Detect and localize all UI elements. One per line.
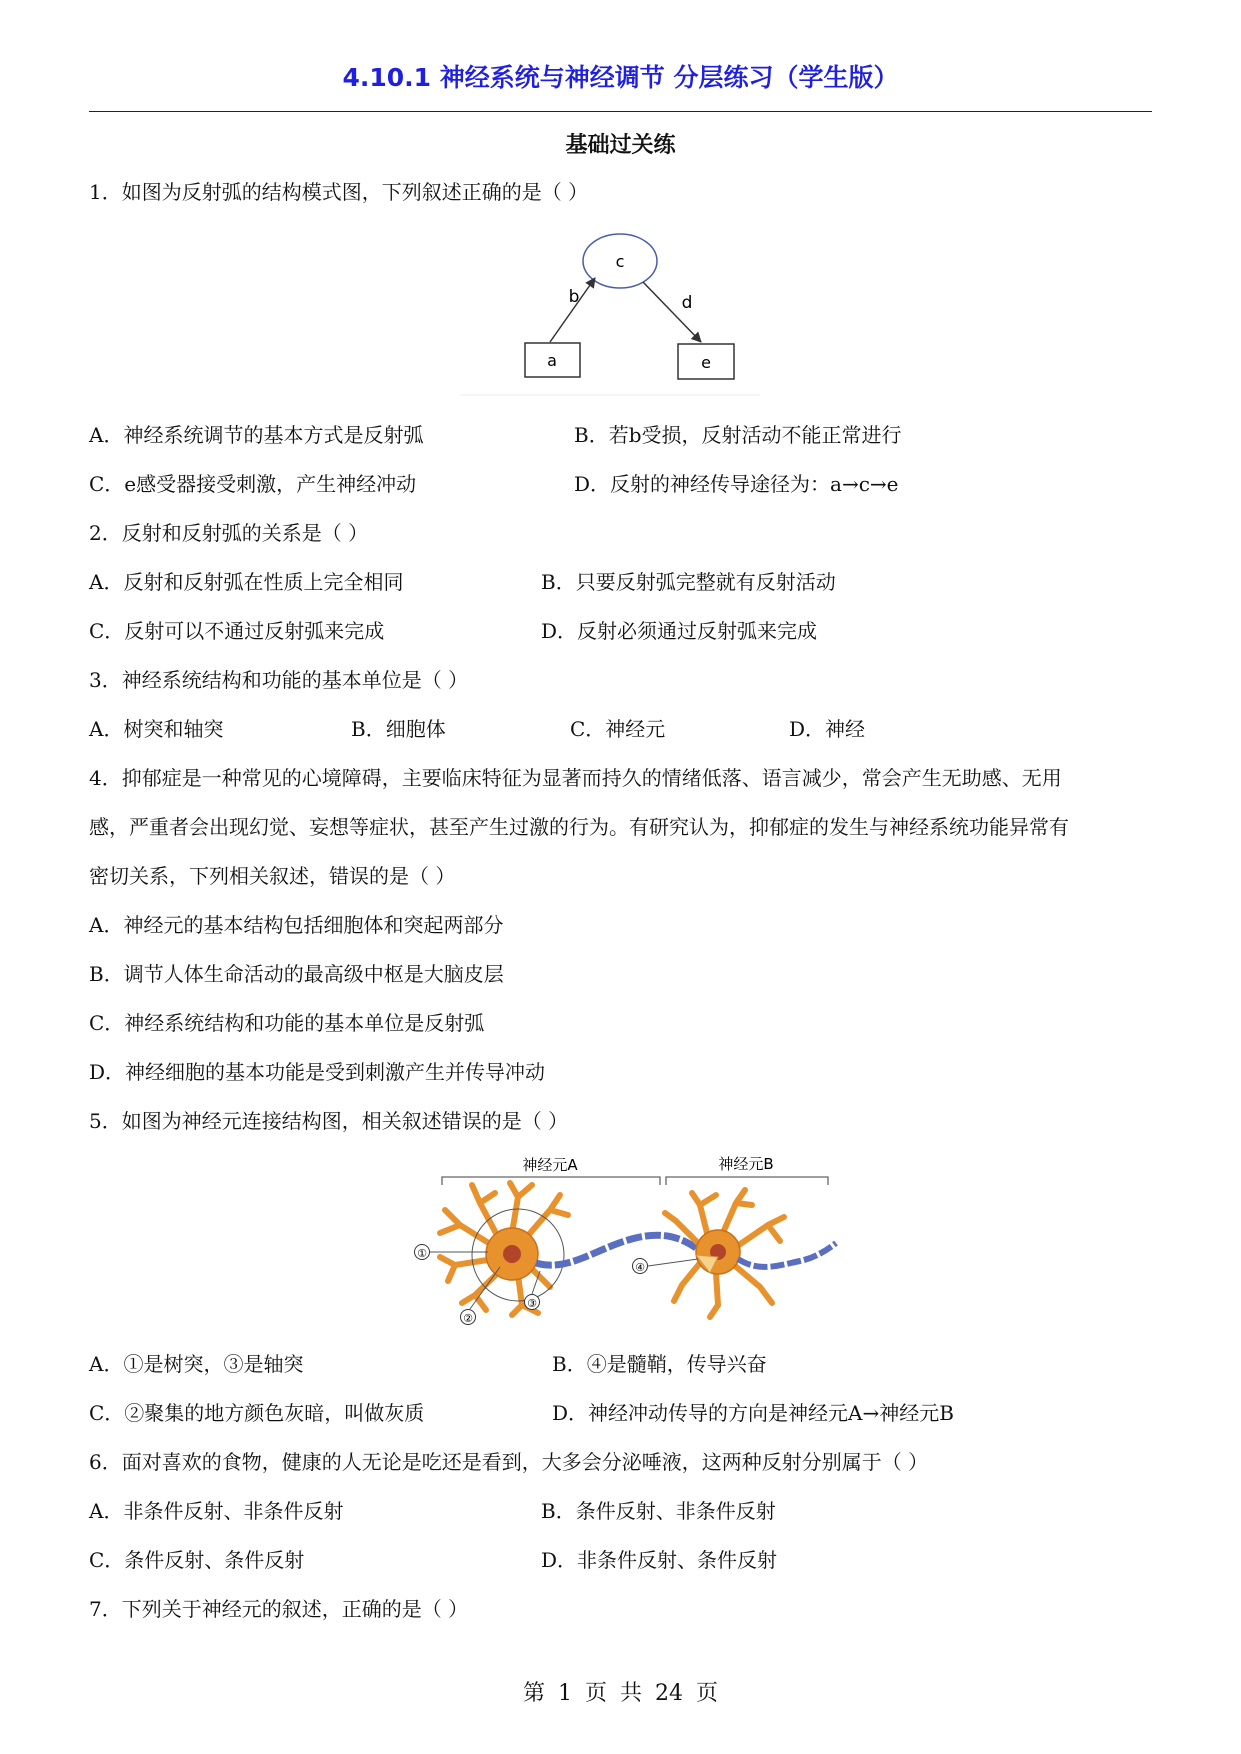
q1-option-d: D．反射的神经传导途径为：a→c→e: [574, 472, 899, 496]
q6-option-d: D．非条件反射、条件反射: [541, 1548, 778, 1572]
label-c: c: [615, 252, 625, 271]
q3-stem: 3．神经系统结构和功能的基本单位是（ ）: [89, 668, 469, 692]
q5-stem: 5．如图为神经元连接结构图，相关叙述错误的是（ ）: [89, 1109, 569, 1133]
q2-stem: 2．反射和反射弧的关系是（ ）: [89, 521, 369, 545]
q4-stem-line2: 感，严重者会出现幻觉、妄想等症状，甚至产生过激的行为。有研究认为，抑郁症的发生与神经系统功能异常有: [89, 815, 1069, 839]
page-footer: 第 1 页 共 24 页: [523, 1681, 718, 1706]
neuron-connection-diagram: [400, 1155, 840, 1325]
label-a: a: [547, 351, 557, 370]
q7-stem: 7．下列关于神经元的叙述，正确的是（ ）: [89, 1597, 469, 1621]
label-b: b: [568, 287, 580, 307]
q4-option-b: B．调节人体生命活动的最高级中枢是大脑皮层: [89, 962, 504, 986]
q1-option-b: B．若b受损，反射活动不能正常进行: [574, 423, 902, 447]
q4-option-d: D．神经细胞的基本功能是受到刺激产生并传导冲动: [89, 1060, 546, 1084]
neuron-a-nucleus: [503, 1245, 521, 1263]
q6-stem: 6．面对喜欢的食物，健康的人无论是吃还是看到，大多会分泌唾液，这两种反射分别属于（ ）: [89, 1450, 929, 1474]
q4-stem-line1: 4．抑郁症是一种常见的心境障碍，主要临床特征为显著而持久的情绪低落、语言减少，常会产生无助感、无用: [89, 766, 1062, 790]
q6-option-a: A．非条件反射、非条件反射: [89, 1499, 344, 1523]
q4-option-a: A．神经元的基本结构包括细胞体和突起两部分: [89, 913, 504, 937]
q2-option-a: A．反射和反射弧在性质上完全相同: [89, 570, 404, 594]
brace-neuron-b: [666, 1177, 828, 1185]
neuron-b-axon: [738, 1243, 836, 1267]
q5-option-c: C．②聚集的地方颜色灰暗，叫做灰质: [89, 1401, 425, 1425]
q1-stem: 1．如图为反射弧的结构模式图，下列叙述正确的是（ ）: [89, 180, 589, 204]
q4-stem-line3: 密切关系，下列相关叙述，错误的是（ ）: [89, 864, 456, 888]
section-title: 基础过关练: [565, 132, 676, 158]
q3-option-d: D．神经: [789, 717, 866, 741]
label-neuron-a: 神经元A: [522, 1156, 578, 1174]
q2-option-c: C．反射可以不通过反射弧来完成: [89, 619, 385, 643]
q1-option-a: A．神经系统调节的基本方式是反射弧: [89, 423, 424, 447]
callout-2: ②: [463, 1312, 473, 1325]
callout-2-line: [470, 1267, 500, 1309]
label-d: d: [681, 293, 693, 313]
q6-option-c: C．条件反射、条件反射: [89, 1548, 305, 1572]
callout-3: ③: [527, 1297, 537, 1310]
q3-option-a: A．树突和轴突: [89, 717, 224, 741]
q5-option-a: A．①是树突，③是轴突: [89, 1352, 304, 1376]
callout-4-line: [648, 1259, 698, 1266]
callout-4: ④: [635, 1261, 645, 1274]
header-rule: [89, 111, 1152, 112]
q5-option-d: D．神经冲动传导的方向是神经元A→神经元B: [552, 1401, 954, 1425]
q3-option-c: C．神经元: [570, 717, 666, 741]
q3-option-b: B．细胞体: [351, 717, 446, 741]
q1-option-c: C．e感受器接受刺激，产生神经冲动: [89, 472, 417, 496]
reflex-arc-diagram: [460, 228, 780, 398]
q5-option-b: B．④是髓鞘，传导兴奋: [552, 1352, 767, 1376]
neuron-a-axon: [536, 1235, 700, 1265]
q2-option-b: B．只要反射弧完整就有反射活动: [541, 570, 836, 594]
callout-1: ①: [417, 1247, 427, 1260]
label-neuron-b: 神经元B: [718, 1155, 774, 1173]
q4-option-c: C．神经系统结构和功能的基本单位是反射弧: [89, 1011, 485, 1035]
q2-option-d: D．反射必须通过反射弧来完成: [541, 619, 818, 643]
label-e: e: [701, 353, 711, 372]
page-title: 4.10.1 神经系统与神经调节 分层练习（学生版）: [342, 63, 899, 92]
q6-option-b: B．条件反射、非条件反射: [541, 1499, 776, 1523]
